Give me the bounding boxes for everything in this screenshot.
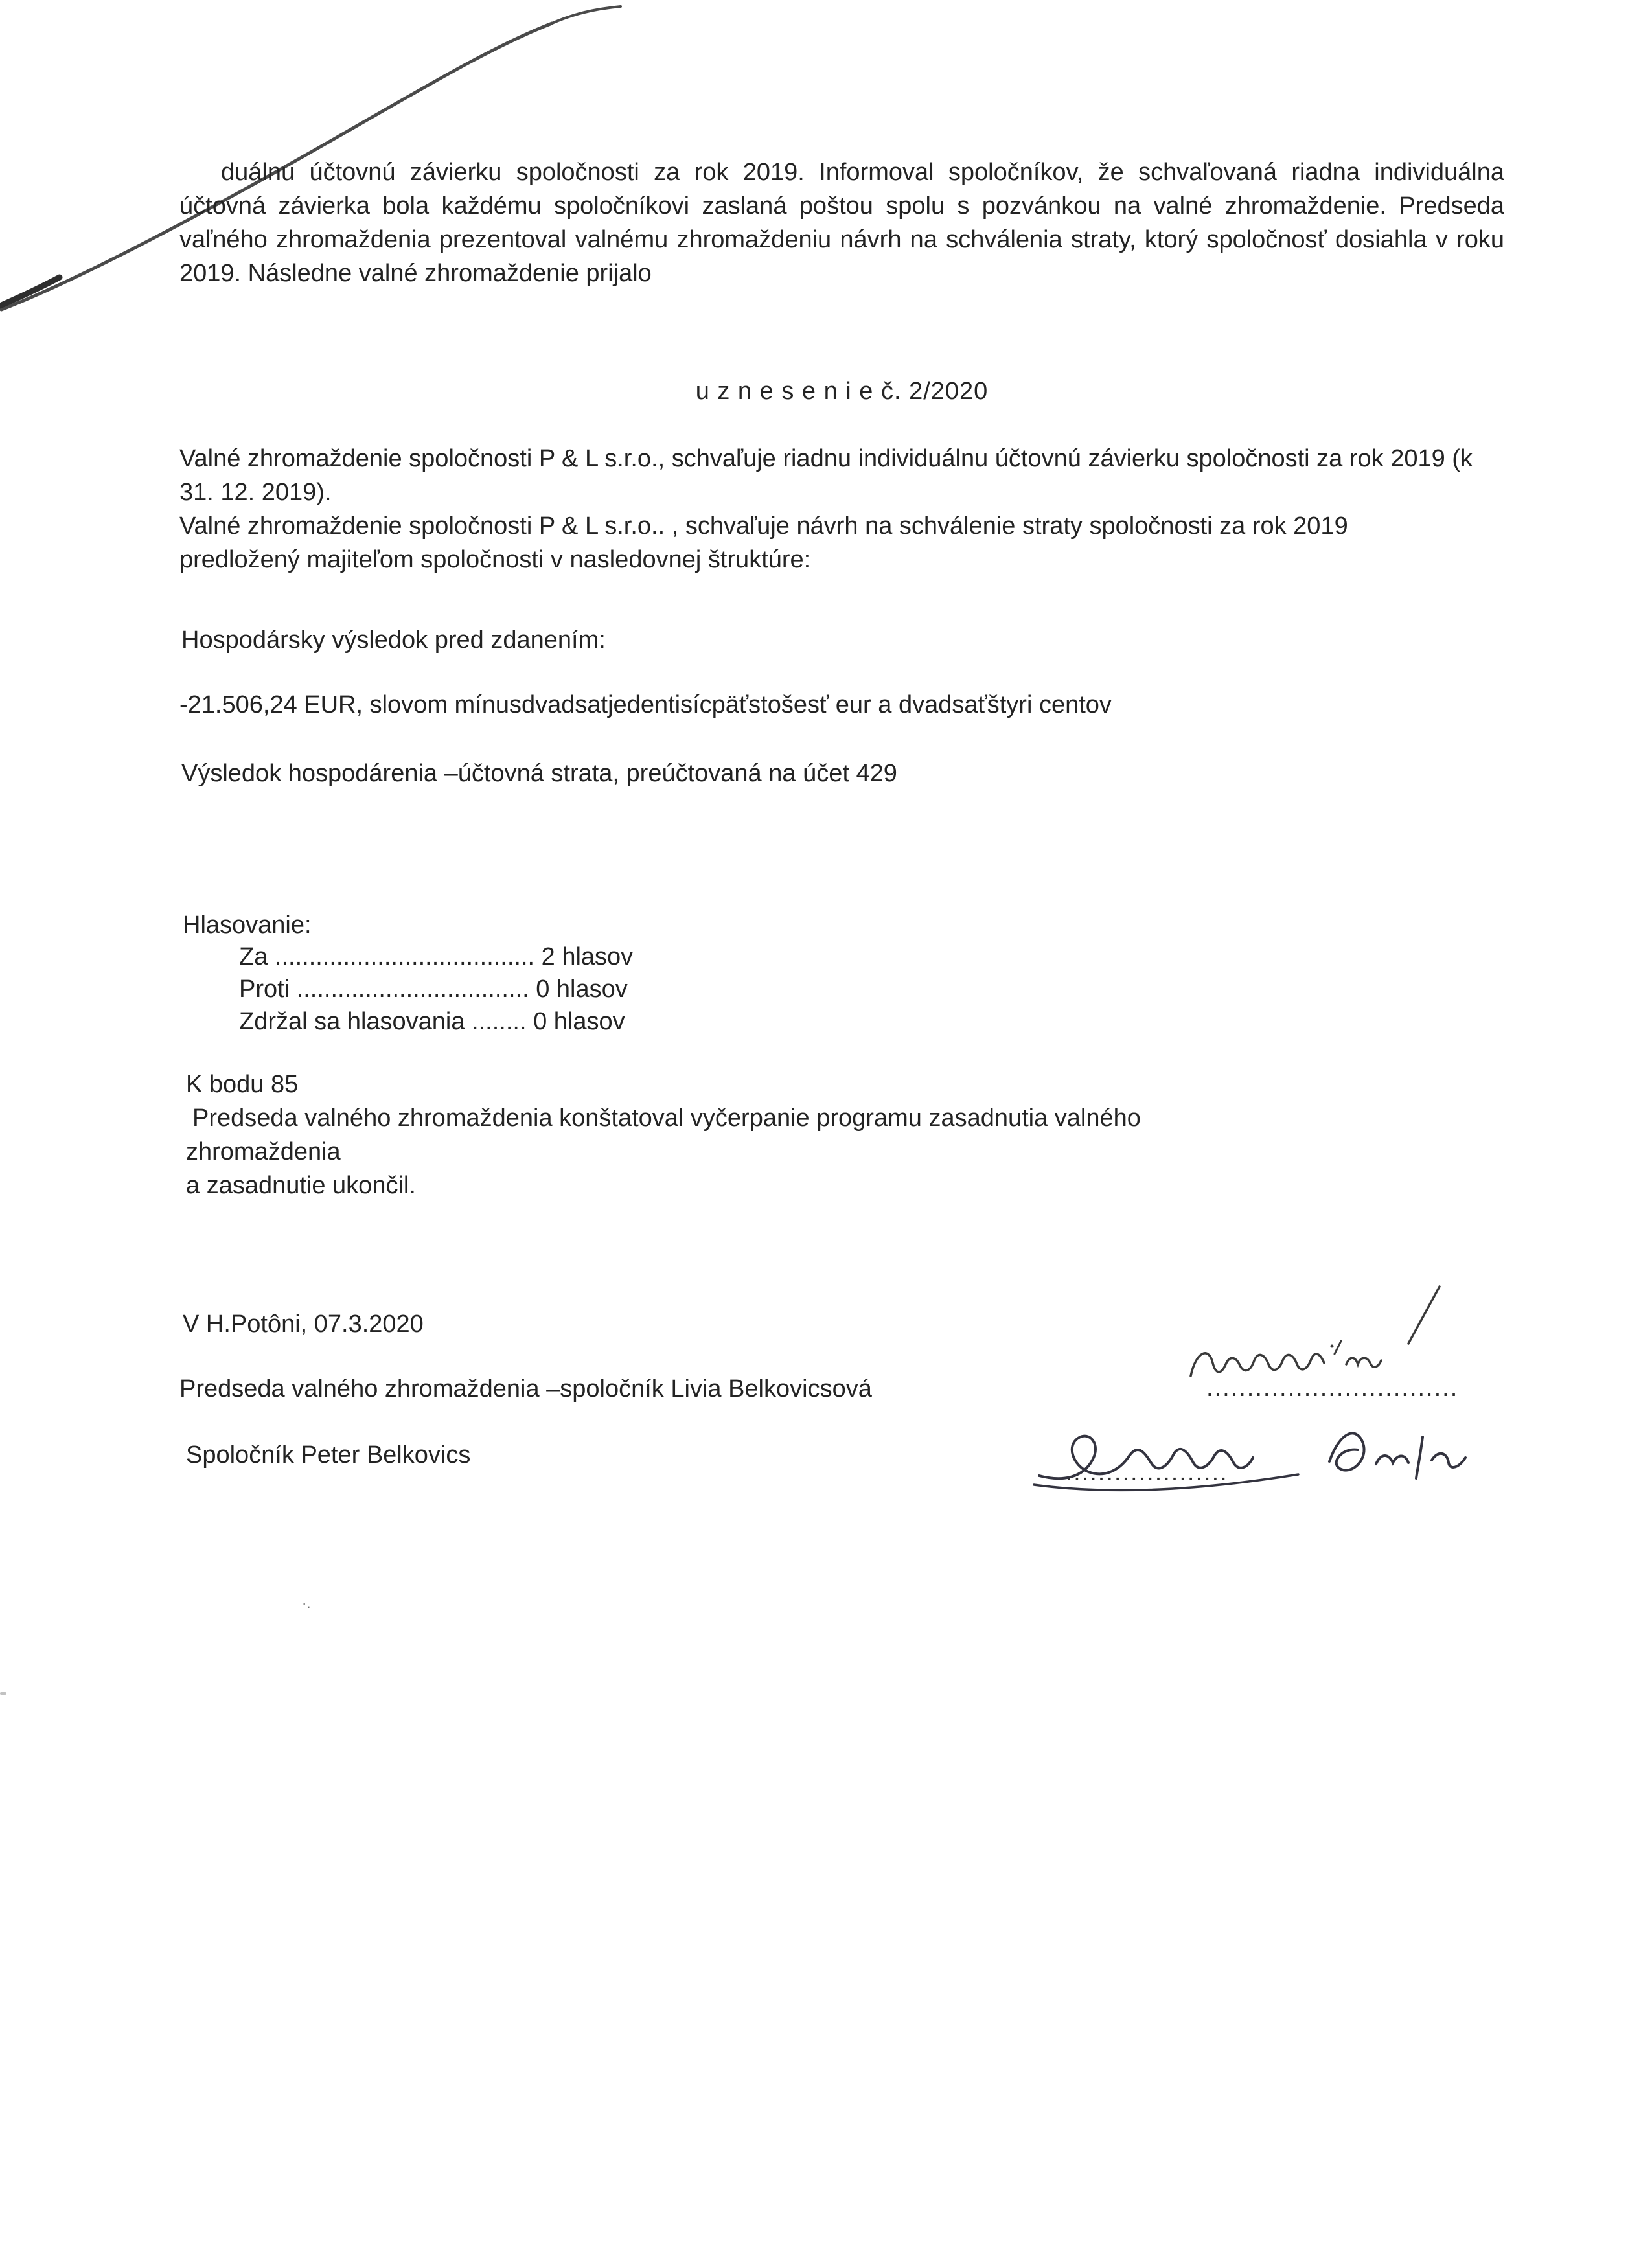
signature-livia-scribble [1179,1281,1451,1395]
result-value: -21.506,24 EUR, slovom mínusdvadsatjedentisícpäťstošesť eur a dvadsaťštyri centov [179,691,1112,718]
closing-heading: K bodu 85 [186,1071,299,1098]
voting-row-za: Za ...................................... 2 hlasov [239,943,634,970]
intro-paragraph: duálnu účtovnú závierku spoločnosti za rok 2019. Informoval spoločníkov, že schvaľovaná riadna individuálna účtovná závierka bola každému spoločníkovi zaslaná poštou spolu s pozvánkou na valné zhromaždenie. Predseda vaľného zhromaždenia prezentoval valnému zhromaždeniu návrh na schválenia straty, ktorý spoločnosť dosiahla v roku 2019. Následne valné zhromaždenie prijalo [179,159,1504,287]
signature1-dotted-line: ............................... [1206,1375,1459,1402]
voting-row-zdrzal: Zdržal sa hlasovania ........ 0 hlasov [239,1008,625,1035]
signature2-label: Spoločník Peter Belkovics [186,1441,471,1469]
result-label: Hospodársky výsledok pred zdanením: [181,626,606,654]
place-date: V H.Potôni, 07.3.2020 [183,1311,424,1338]
closing-line-1: Predseda valného zhromaždenia konštatoval vyčerpanie programu zasadnutia valného [192,1105,1141,1132]
scan-edge-smudge [0,1692,6,1695]
voting-row-proti: Proti .................................. 0 hlasov [239,976,628,1003]
closing-line-3: a zasadnutie ukončil. [186,1172,416,1199]
voting-results [239,941,1146,1038]
signature2-dotted-line: ..................... [1057,1459,1228,1486]
resolution-paragraph-1: Valné zhromaždenie spoločnosti P & L s.r.o., schvaľuje riadnu individuálnu účtovnú závierku spoločnosti za rok 2019 (k 31. 12. 2019). [179,445,1473,506]
resolution-number-heading: u z n e s e n i e č. 2/2020 [695,378,989,405]
signature-peter-scribble [1024,1398,1503,1502]
signature1-label: Predseda valného zhromaždenia –spoločník Livia Belkovicsová [179,1375,872,1403]
voting-heading: Hlasovanie: [183,911,312,939]
scan-speck-mark: ·. [302,1595,311,1611]
resolution-paragraph-2: Valné zhromaždenie spoločnosti P & L s.r.o.. , schvaľuje návrh na schválenie straty spoločnosti za rok 2019 predložený majiteľom spoločnosti v nasledovnej štruktúre: [179,512,1348,573]
closing-line-2: zhromaždenia [186,1138,341,1165]
result-note: Výsledok hospodárenia –účtovná strata, preúčtovaná na účet 429 [181,760,897,787]
